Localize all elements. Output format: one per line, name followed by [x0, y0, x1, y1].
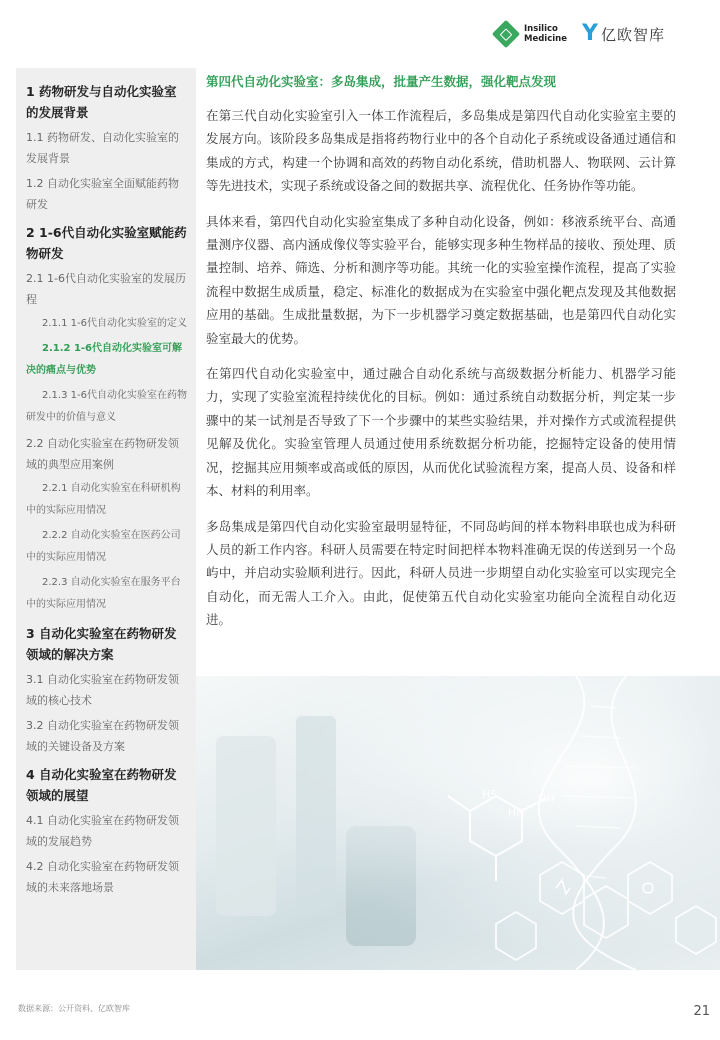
toc-item[interactable]: 1 药物研发与自动化实验室的发展背景: [26, 84, 177, 120]
toc-item[interactable]: 2.1.3 1-6代自动化实验室在药物研发中的价值与意义: [26, 390, 187, 423]
toc-item[interactable]: 2.1 1-6代自动化实验室的发展历程: [26, 272, 186, 306]
yiou-mark-icon: Y: [582, 21, 598, 46]
toc-item[interactable]: 2.1.2 1-6代自动化实验室可解决的痛点与优势: [26, 343, 183, 376]
hn-label: HN: [508, 806, 525, 819]
paragraph-2: 具体来看，第四代自动化实验室集成了多种自动化设备，例如：移液系统平台、高通量测序仪器、高内涵成像仪等实验平台，能够实现多种生物样品的接收、预处理、质量控制、培养、筛选、分析和测序等功能。其统一化的实验室操作流程，提高了实验流程中数据生成质量，稳定、标准化的数据成为在实验室中强化靶点发现及其他数据应用的基础。生成批量数据，为下一步机器学习奠定数据基础，也是第四代自动化实验室最大的优势。: [206, 213, 676, 346]
article-body: [206, 72, 676, 644]
insilico-line2: Medicine: [524, 34, 567, 44]
toc-item[interactable]: 2.2.3 自动化实验室在服务平台中的实际应用情况: [26, 577, 181, 610]
yiou-wordmark: 亿欧智库: [600, 25, 665, 44]
toc-item[interactable]: 2.2 自动化实验室在药物研发领域的典型应用案例: [26, 437, 179, 471]
toc-item[interactable]: 2.1.1 1-6代自动化实验室的定义: [42, 318, 187, 329]
toc-item[interactable]: 1.2 自动化实验室全面赋能药物研发: [26, 177, 179, 211]
toc-item[interactable]: 3 自动化实验室在药物研发领域的解决方案: [26, 626, 177, 662]
insilico-diamond-icon: [492, 20, 520, 48]
toc-item[interactable]: 2 1-6代自动化实验室赋能药物研发: [26, 225, 187, 261]
insilico-medicine-logo: [492, 20, 572, 48]
hs-label: HS: [482, 788, 498, 801]
paragraph-4: 多岛集成是第四代自动化实验室最明显特征，不同岛屿间的样本物料串联也成为科研人员的新工作内容。科研人员需要在特定时间把样本物料准确无误的传送到另一个岛屿中，并启动实验顺利进行。因此，科研人员进一步期望自动化实验室可以实现完全自动化，而无需人工介入。由此，促使第五代自动化实验室功能向全流程自动化迈进。: [206, 518, 676, 628]
molecule-graphic: [196, 676, 720, 970]
oh-label: OH: [538, 792, 555, 805]
toc-item[interactable]: 2.2.2 自动化实验室在医药公司中的实际应用情况: [26, 530, 181, 563]
toc-item[interactable]: 4 自动化实验室在药物研发领域的展望: [26, 767, 177, 803]
paragraph-1: 在第三代自动化实验室引入一体工作流程后，多岛集成是第四代自动化实验室主要的发展方向。该阶段多岛集成是指将药物行业中的各个自动化子系统或设备通过通信和集成的方式，构建一个协调和高效的药物自动化系统，借助机器人、物联网、云计算等先进技术，实现子系统或设备之间的数据共享、流程优化、任务协作等功能。: [206, 108, 676, 194]
page-number: 21: [693, 1004, 710, 1019]
data-source-note: 数据来源：公开资料、亿欧智库: [18, 1004, 130, 1013]
section-title: 第四代自动化实验室：多岛集成，批量产生数据，强化靶点发现: [206, 74, 557, 89]
insilico-line1: Insilico: [524, 24, 558, 34]
paragraph-3: 在第四代自动化实验室中，通过融合自动化系统与高级数据分析能力、机器学习能力，实现了实验室流程持续优化的目标。例如：通过系统自动数据分析，判定某一步骤中的某一试剂是否导致了下一个步骤中的某些实验结果，并对操作方式或流程提供见解及优化。实验室管理人员通过使用系统数据分析功能，挖掘特定设备的使用情况，挖掘其应用频率或高或低的原因，从而优化试验流程方案，提高人员、设备和样本、材料的利用率。: [206, 366, 676, 499]
insilico-wordmark: [524, 24, 567, 44]
toc-item[interactable]: 4.1 自动化实验室在药物研发领域的发展趋势: [26, 814, 179, 848]
toc-item[interactable]: 3.1 自动化实验室在药物研发领域的核心技术: [26, 673, 179, 707]
yiou-logo: [582, 20, 665, 48]
toc-item[interactable]: 4.2 自动化实验室在药物研发领域的未来落地场景: [26, 860, 179, 894]
toc-item[interactable]: 2.2.1 自动化实验室在科研机构中的实际应用情况: [26, 483, 181, 516]
lab-molecule-illustration: [196, 676, 720, 970]
toc-item[interactable]: 1.1 药物研发、自动化实验室的发展背景: [26, 131, 179, 165]
table-of-contents: [16, 68, 196, 970]
toc-item[interactable]: 3.2 自动化实验室在药物研发领域的关键设备及方案: [26, 719, 179, 753]
